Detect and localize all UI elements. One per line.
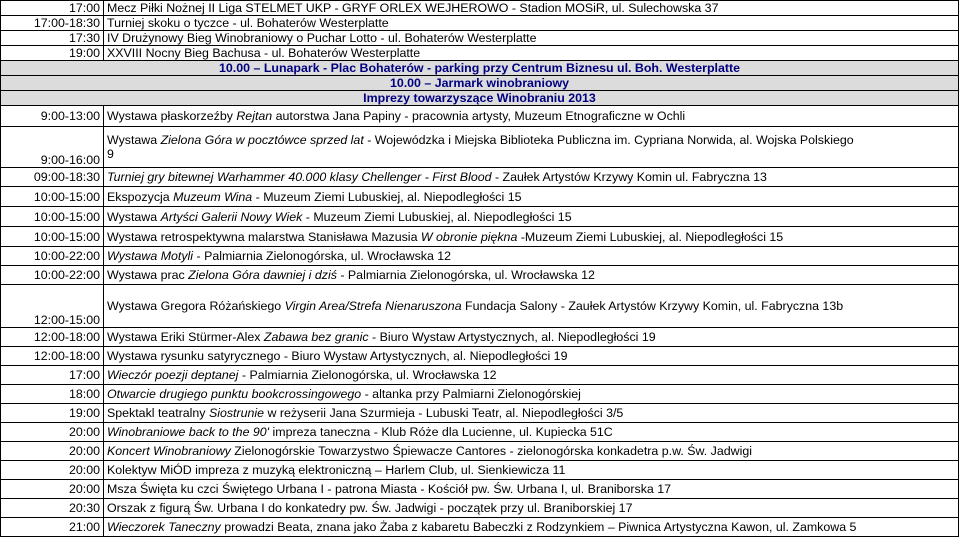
table-row [1,46,959,61]
desc-title: Virgin Area/Strefa Nienaruszona [284,299,462,313]
row-time: 09:00-18:30 [1,168,104,187]
desc-location: - Muzeum Ziemi Lubuskiej, al. Niepodległości 15 [252,189,522,204]
row-desc [104,247,959,266]
desc-title: Zabawa bez granic [263,330,369,344]
events-list [1,106,959,537]
table-row [1,247,959,266]
header-time: 10.00 [218,61,250,75]
row-time: 10:00-15:00 [1,187,104,207]
row-time: 17:00-18:30 [1,16,104,31]
row-time: 10:00-22:00 [1,266,104,285]
table-row [1,442,959,461]
desc-text: Wystawa prac [107,268,189,282]
desc-title: Zielona Góra dawniej i dziś [188,268,337,282]
row-desc [104,266,959,285]
row-time: 19:00 [1,46,104,61]
desc-location: - altanka przy Palmiarni Zielonogórskiej [361,387,581,401]
header-text: Jarmark winobraniowy [434,76,570,90]
desc-text: Wystawa Gregora Różańskiego [107,299,285,313]
desc-text: Ekspozycja [107,189,174,204]
desc-text: Wystawa rysunku satyrycznego - Biuro Wystaw Artystycznych, al. Niepodległości 19 [107,349,568,363]
table-row [1,1,959,16]
row-desc [104,227,959,247]
row-time: 19:00 [1,404,104,423]
header-time: 10.00 [389,76,421,90]
desc-continuation: 9 [107,147,114,161]
table-row [1,168,959,187]
desc-title: Artyści Galerii Nowy Wiek [160,209,303,224]
row-time: 9:00-16:00 [1,127,104,168]
row-desc: Mecz Piłki Nożnej II Liga STELMET UKP - GRYF ORLEX WEJHEROWO - Stadion MOSiR, ul. Sulechowska 37 [104,1,959,16]
table-row [1,328,959,347]
table-row [1,16,959,31]
desc-location: - Biuro Wystaw Artystycznych, al. Niepodległości 19 [368,330,656,344]
desc-title: Muzeum Wina [173,189,253,204]
desc-location: - Zaułek Artystów Krzywy Komin ul. Fabryczna 13 [491,170,767,184]
row-desc [104,168,959,187]
desc-text: Wystawa [107,209,161,224]
desc-text: Kolektyw MiÓD impreza z muzyką elektroniczną – Harlem Club, ul. Sienkiewicza 11 [107,463,566,477]
table-row [1,404,959,423]
table-row [1,207,959,227]
table-row [1,385,959,404]
desc-title: Turniej gry bitewnej Warhammer 40.000 klasy Chellenger - First Blood [107,170,492,184]
row-time: 20:00 [1,423,104,442]
desc-title: Rejtan [236,109,273,123]
row-desc [104,423,959,442]
row-time: 10:00-15:00 [1,207,104,227]
header-cell [1,61,959,76]
desc-text: Wystawa Eriki Stürmer-Alex [107,330,264,344]
table-row [1,285,959,328]
row-time: 20:30 [1,499,104,518]
desc-title: Winobraniowe back to the 90' [107,425,270,439]
desc-location: impreza taneczna - Klub Róże dla Lucienne, ul. Kupiecka 51C [269,425,613,439]
row-time: 10:00-15:00 [1,227,104,247]
row-time: 20:00 [1,461,104,480]
desc-title: Wieczór poezji deptanej [107,368,239,382]
row-desc [104,518,959,537]
desc-location: - Palmiarnia Zielonogórska, ul. Wrocławska 12 [238,368,497,382]
row-time: 21:00 [1,518,104,537]
table-row [1,227,959,247]
row-desc [104,385,959,404]
table-row [1,266,959,285]
desc-location: prowadzi Beata, znana jako Żaba z kabaretu Babeczki z Rodzynkiem – Piwnica Artystyczna Kawon, ul. Zamkowa 5 [220,520,857,534]
desc-title: Zielona Góra w pocztówce sprzed lat [160,133,364,147]
row-time: 20:00 [1,480,104,499]
desc-location: -Muzeum Ziemi Lubuskiej, al. Niepodległości 15 [517,229,784,244]
desc-title: Koncert Winobraniowy [107,444,231,458]
desc-location: w reżyserii Jana Szurmieja - Lubuski Teatr, al. Niepodległości 3/5 [264,406,624,420]
desc-title: Siostrunie [208,406,265,420]
section-header-jarmark [1,76,959,91]
desc-text: Spektakl teatralny [107,406,209,420]
table-row [1,423,959,442]
table-row [1,499,959,518]
row-time: 18:00 [1,385,104,404]
desc-location: Zielonogórskie Towarzystwo Śpiewacze Cantores - zielonogórska konkadetra p.w. Św. Jadwigi [230,444,752,458]
row-time: 20:00 [1,442,104,461]
row-time: 10:00-22:00 [1,247,104,266]
table-row [1,461,959,480]
row-desc [104,461,959,480]
desc-text: Wystawa [107,133,161,147]
row-desc [104,404,959,423]
row-time: 17:00 [1,1,104,16]
desc-location: - Palmiarnia Zielonogórska, ul. Wrocławska 12 [336,268,595,282]
row-desc [104,207,959,227]
section-header-lunapark [1,61,959,76]
desc-title: Wieczorek Taneczny [107,520,221,534]
row-time: 17:30 [1,31,104,46]
row-desc [104,328,959,347]
row-desc [104,366,959,385]
desc-title: Wystawa Motyli [107,249,194,263]
row-desc [104,106,959,127]
row-time: 12:00-15:00 [1,285,104,328]
row-desc: XXVIII Nocny Bieg Bachusa - ul. Bohaterów Westerplatte [104,46,959,61]
desc-title: W obronie piękna [420,229,518,244]
row-time: 17:00 [1,366,104,385]
desc-text: Wystawa płaskorzeźby [107,109,237,123]
desc-location: autorstwa Jana Papiny - pracownia artysty, Muzeum Etnograficzne w Ochli [272,109,686,123]
row-desc: Turniej skoku o tyczce - ul. Bohaterów Westerplatte [104,16,959,31]
row-time: 12:00-18:00 [1,328,104,347]
table-row [1,187,959,207]
header-text: Lunapark - Plac Bohaterów - parking przy Centrum Biznesu ul. Boh. Westerplatte [263,61,741,75]
row-time: 9:00-13:00 [1,106,104,127]
desc-location: - Wojewódzka i Miejska Biblioteka Publiczna im. Cypriana Norwida, al. Wojska Polskiego [363,133,854,147]
desc-location: - Muzeum Ziemi Lubuskiej, al. Niepodległości 15 [302,209,572,224]
desc-location: Fundacja Salony - Zaułek Artystów Krzywy Komin, ul. Fabryczna 13b [461,299,844,313]
header-cell: Imprezy towarzyszące Winobraniu 2013 [1,91,959,106]
header-dash: – [253,61,261,75]
table-row [1,366,959,385]
row-desc [104,480,959,499]
table-row [1,518,959,537]
row-desc [104,187,959,207]
row-time: 12:00-18:00 [1,347,104,366]
desc-title: Otwarcie drugiego punktu bookcrossingowego [107,387,362,401]
desc-text: Wystawa retrospektywna malarstwa Stanisława Mazusia [107,229,421,244]
row-desc [104,347,959,366]
table-row [1,347,959,366]
row-desc [104,127,959,168]
desc-text: Msza Święta ku czci Świętego Urbana I - patrona Miasta - Kościół pw. Św. Urbana I, ul. Braniborska 17 [107,482,672,496]
table-row [1,127,959,168]
row-desc [104,442,959,461]
row-desc: IV Drużynowy Bieg Winobraniowy o Puchar Lotto - ul. Bohaterów Westerplatte [104,31,959,46]
table-row [1,106,959,127]
table-row [1,31,959,46]
desc-location: - Palmiarnia Zielonogórska, ul. Wrocławska 12 [193,249,452,263]
row-desc [104,499,959,518]
table-row [1,480,959,499]
section-header-imprezy [1,91,959,106]
header-cell [1,76,959,91]
header-dash: – [424,76,432,90]
row-desc [104,285,959,328]
desc-text: Orszak z figurą Św. Urbana I do konkatedry pw. Św. Jadwigi - początek przy ul. Braniborskiej 17 [107,501,633,515]
